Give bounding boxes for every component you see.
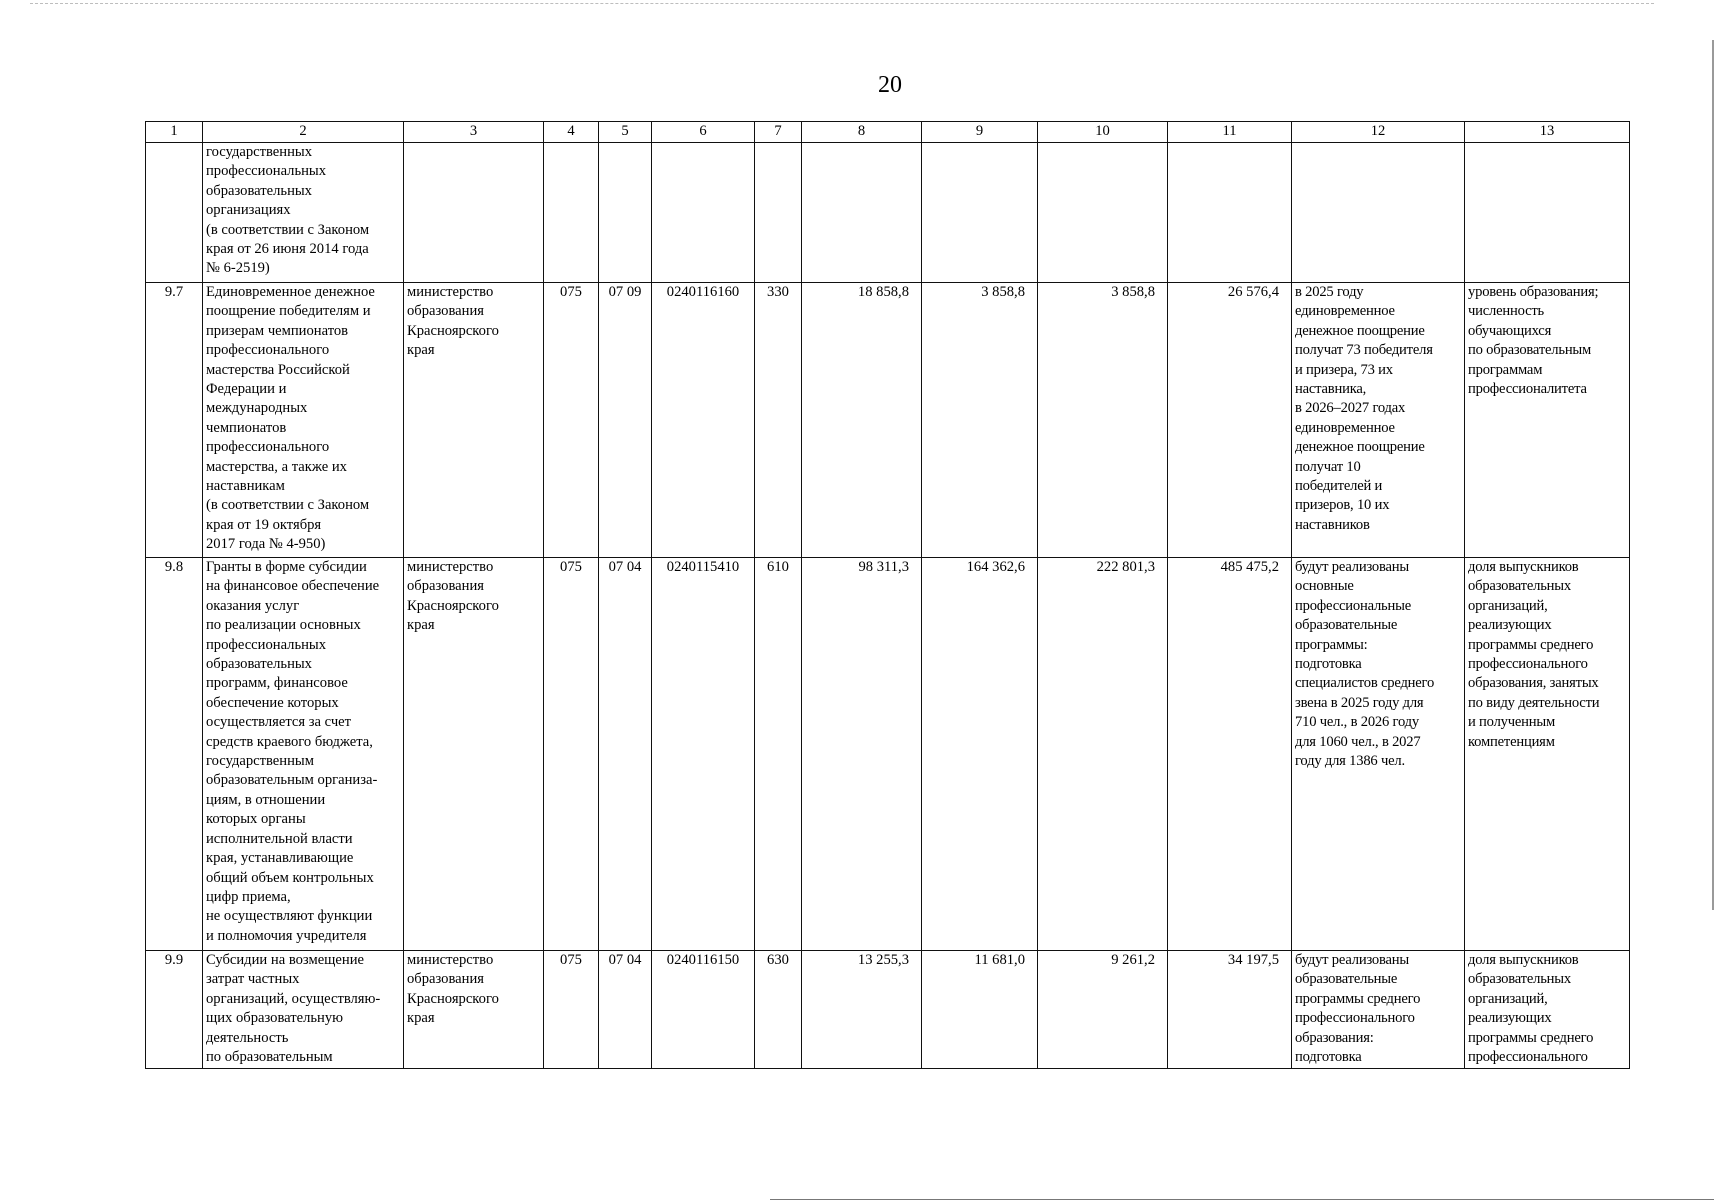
amount-2025-cell <box>802 143 922 283</box>
table-row-continuation <box>146 143 1630 283</box>
expected-result-cell: будут реализованы образовательные программы среднего профессионального образования: подготовка <box>1292 951 1465 1069</box>
expected-result-cell: в 2025 году единовременное денежное поощрение получат 73 победителя и призера, 73 их наставника, в 2026–2027 годах единовременное денежное поощрение получат 10 победителей и призеров, 10 их наставников <box>1292 283 1465 558</box>
measure-name-cell: Единовременное денежное поощрение победителям и призерам чемпионатов профессионального мастерства Российской Федерации и международных чемпионатов профессионального мастерства, а также их наставникам (в соответствии с Законом края от 19 октября 2017 года № 4-950) <box>203 283 404 558</box>
program-measures-table <box>145 121 1630 1069</box>
column-number: 3 <box>404 122 544 143</box>
amount-2027-cell <box>1038 143 1168 283</box>
amount-2025-cell: 18 858,8 <box>802 283 922 558</box>
amount-total-cell: 485 475,2 <box>1168 558 1292 951</box>
column-number: 13 <box>1465 122 1630 143</box>
column-number: 4 <box>544 122 599 143</box>
amount-2026-cell: 3 858,8 <box>922 283 1038 558</box>
amount-2027-cell: 9 261,2 <box>1038 951 1168 1069</box>
column-number: 8 <box>802 122 922 143</box>
indicator-cell: уровень образования; численность обучающихся по образовательным программам профессионалитета <box>1465 283 1630 558</box>
row-number-cell: 9.7 <box>146 283 203 558</box>
vr-cell: 330 <box>755 283 802 558</box>
rzpr-cell: 07 09 <box>599 283 652 558</box>
column-number: 5 <box>599 122 652 143</box>
amount-2025-cell: 98 311,3 <box>802 558 922 951</box>
vr-cell: 610 <box>755 558 802 951</box>
amount-total-cell <box>1168 143 1292 283</box>
table-row <box>146 283 1630 558</box>
grbs-cell: 075 <box>544 558 599 951</box>
table-row <box>146 558 1630 951</box>
measure-name-cell: государственных профессиональных образовательных организациях (в соответствии с Законом края от 26 июня 2014 года № 6-2519) <box>203 143 404 283</box>
expected-result-cell <box>1292 143 1465 283</box>
indicator-cell: доля выпускников образовательных организаций, реализующих программы среднего профессионального <box>1465 951 1630 1069</box>
rzpr-cell <box>599 143 652 283</box>
column-number: 11 <box>1168 122 1292 143</box>
csr-cell: 0240116160 <box>652 283 755 558</box>
row-number-cell: 9.9 <box>146 951 203 1069</box>
executor-cell: министерство образования Красноярского края <box>404 951 544 1069</box>
scan-edge-top <box>30 3 1654 4</box>
amount-2026-cell: 164 362,6 <box>922 558 1038 951</box>
csr-cell: 0240115410 <box>652 558 755 951</box>
page-number: 20 <box>878 72 902 98</box>
amount-2027-cell: 222 801,3 <box>1038 558 1168 951</box>
measure-name-cell: Гранты в форме субсидии на финансовое обеспечение оказания услуг по реализации основных профессиональных образовательных программ, финансовое обеспечение которых осуществляется за счет средств краевого бюджета, государственным образовательным организа- циям, в отношении которых органы исполнительной власти края, устанавливающие общий объем контрольных цифр приема, не осуществляют функции и полномочия учредителя <box>203 558 404 951</box>
column-number: 12 <box>1292 122 1465 143</box>
amount-2026-cell: 11 681,0 <box>922 951 1038 1069</box>
indicator-cell: доля выпускников образовательных организаций, реализующих программы среднего профессионального образования, занятых по виду деятельности и полученным компетенциям <box>1465 558 1630 951</box>
column-number: 1 <box>146 122 203 143</box>
measure-name-cell: Субсидии на возмещение затрат частных организаций, осуществляю- щих образовательную деятельность по образовательным <box>203 951 404 1069</box>
expected-result-cell: будут реализованы основные профессиональные образовательные программы: подготовка специалистов среднего звена в 2025 году для 710 чел., в 2026 году для 1060 чел., в 2027 году для 1386 чел. <box>1292 558 1465 951</box>
csr-cell <box>652 143 755 283</box>
column-number: 7 <box>755 122 802 143</box>
executor-cell: министерство образования Красноярского края <box>404 283 544 558</box>
column-number-row <box>146 122 1630 143</box>
indicator-cell <box>1465 143 1630 283</box>
row-number-cell <box>146 143 203 283</box>
amount-2027-cell: 3 858,8 <box>1038 283 1168 558</box>
column-number: 2 <box>203 122 404 143</box>
column-number: 10 <box>1038 122 1168 143</box>
rzpr-cell: 07 04 <box>599 951 652 1069</box>
vr-cell: 630 <box>755 951 802 1069</box>
amount-total-cell: 34 197,5 <box>1168 951 1292 1069</box>
executor-cell: министерство образования Красноярского края <box>404 558 544 951</box>
executor-cell <box>404 143 544 283</box>
rzpr-cell: 07 04 <box>599 558 652 951</box>
amount-2025-cell: 13 255,3 <box>802 951 922 1069</box>
amount-total-cell: 26 576,4 <box>1168 283 1292 558</box>
amount-2026-cell <box>922 143 1038 283</box>
column-number: 9 <box>922 122 1038 143</box>
grbs-cell <box>544 143 599 283</box>
grbs-cell: 075 <box>544 951 599 1069</box>
table-row <box>146 951 1630 1069</box>
row-number-cell: 9.8 <box>146 558 203 951</box>
grbs-cell: 075 <box>544 283 599 558</box>
vr-cell <box>755 143 802 283</box>
column-number: 6 <box>652 122 755 143</box>
csr-cell: 0240116150 <box>652 951 755 1069</box>
